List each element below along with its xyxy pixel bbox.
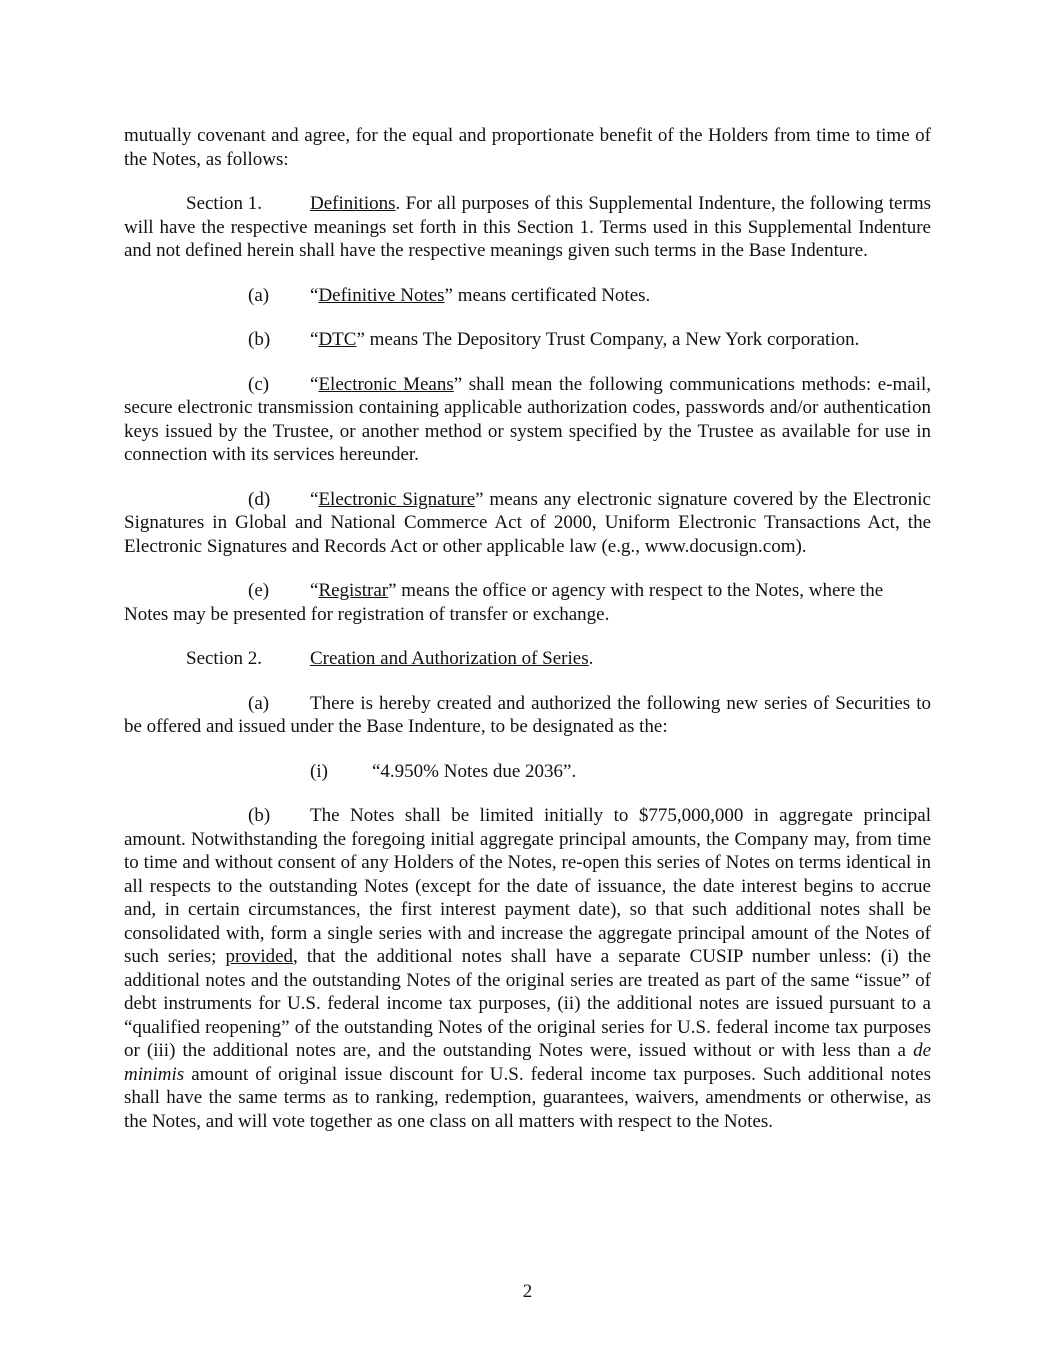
section-2-a-i-label: (i) bbox=[310, 760, 328, 782]
definition-b-label: (b) bbox=[248, 329, 271, 350]
definition-b-quote: “ bbox=[310, 329, 319, 350]
section-1-heading: Definitions bbox=[310, 193, 396, 214]
definition-b-term: DTC bbox=[318, 329, 357, 350]
section-2-a-i-text: “4.950% Notes due 2036”. bbox=[372, 760, 577, 782]
definition-d bbox=[124, 488, 931, 559]
section-2-b-provided: provided bbox=[225, 946, 294, 967]
definition-c-text: ” shall mean the following communications methods: e-mail, secure electronic transmission containing applicable authorization codes, passwords and/or authentication keys issued by the Trustee, or another method or system specified by the Trustee as available for use in connection with its services hereunder. bbox=[124, 373, 931, 465]
definition-a bbox=[124, 284, 931, 308]
section-2-label: Section 2. bbox=[186, 648, 262, 669]
section-1-paragraph bbox=[124, 192, 931, 263]
section-2-b-label: (b) bbox=[248, 805, 271, 826]
definition-c-quote: “ bbox=[310, 373, 319, 395]
definition-e-term: Registrar bbox=[318, 580, 389, 601]
section-2-heading-paragraph bbox=[124, 647, 931, 671]
definition-c-label: (c) bbox=[248, 373, 270, 395]
page-number: 2 bbox=[522, 1281, 533, 1302]
section-2-b-text-2: , that the additional notes shall have a separate CUSIP number unless: (i) the additional notes and the outstanding Notes of the original series are treated as part of the same “issue” of debt instruments for U.S. federal income tax purposes, (ii) the additional notes are issued pursuant to a “qualified reopening” of the outstanding Notes of the original series for U.S. federal income tax purposes or (iii) the additional notes are, and the outstanding Notes were, issued without or with less than a bbox=[124, 946, 931, 1061]
definition-a-term: Definitive Notes bbox=[318, 284, 445, 306]
definition-e-label: (e) bbox=[248, 580, 270, 601]
document-page bbox=[124, 124, 931, 1154]
definition-d-quote: “ bbox=[310, 488, 319, 510]
definition-d-term: Electronic Signature bbox=[318, 488, 476, 510]
definition-b bbox=[124, 328, 931, 352]
intro-paragraph bbox=[124, 124, 931, 171]
definition-c-term: Electronic Means bbox=[318, 373, 454, 395]
section-2-a-label: (a) bbox=[248, 692, 270, 714]
section-2-a-i bbox=[124, 760, 931, 784]
section-2-heading: Creation and Authorization of Series bbox=[310, 648, 589, 669]
section-2-b-de-minimis: de minimis bbox=[124, 1040, 931, 1085]
section-2-b-text-1: The Notes shall be limited initially to $775,000,000 in aggregate principal amount. Notwithstanding the foregoing initial aggregate principal amounts, the Company may, from time to time and without consent of any Holders of the Notes, re-open this series of Notes on terms identical in all respects to the outstanding Notes (except for the date of issuance, the date interest begins to accrue and, in certain circumstances, the first interest payment date), so that such additional notes shall be consolidated with, form a single series with and increase the aggregate principal amount of the Notes of such series; bbox=[124, 805, 931, 967]
definition-e-quote: “ bbox=[310, 580, 319, 601]
definition-e bbox=[124, 579, 931, 626]
intro-text: mutually covenant and agree, for the equal and proportionate benefit of the Holders from time to time of the Notes, as follows: bbox=[124, 125, 931, 170]
definition-d-label: (d) bbox=[248, 488, 271, 510]
section-2-b bbox=[124, 804, 931, 1133]
definition-b-text: ” means The Depository Trust Company, a New York corporation. bbox=[356, 329, 860, 350]
section-1-label: Section 1. bbox=[186, 193, 262, 214]
section-1-text: . For all purposes of this Supplemental Indenture, the following terms will have the respective meanings set forth in this Section 1. Terms used in this Supplemental Indenture and not defined herein shall have the respective meanings given such terms in the Base Indenture. bbox=[124, 193, 931, 261]
section-2-a-text: There is hereby created and authorized the following new series of Securities to be offered and issued under the Base Indenture, to be designated as the: bbox=[124, 692, 931, 737]
section-2-b-text-3: amount of original issue discount for U.S. federal income tax purposes. Such additional notes shall have the same terms as to ranking, redemption, guarantees, waivers, amendments or otherwise, as the Notes, and will vote together as one class on all matters with respect to the Notes. bbox=[124, 1063, 931, 1132]
definition-e-text: ” means the office or agency with respect to the Notes, where the Notes may be presented for registration of transfer or exchange. bbox=[124, 580, 884, 625]
definition-a-quote: “ bbox=[310, 284, 319, 306]
section-2-heading-end: . bbox=[588, 648, 594, 669]
definition-d-text: ” means any electronic signature covered by the Electronic Signatures in Global and National Commerce Act of 2000, Uniform Electronic Transactions Act, the Electronic Signatures and Records Act or other applicable law (e.g., www.docusign.com). bbox=[124, 488, 931, 557]
section-2-a bbox=[124, 692, 931, 739]
definition-c bbox=[124, 373, 931, 467]
definition-a-text: ” means certificated Notes. bbox=[444, 284, 651, 306]
definition-a-label: (a) bbox=[248, 284, 270, 306]
